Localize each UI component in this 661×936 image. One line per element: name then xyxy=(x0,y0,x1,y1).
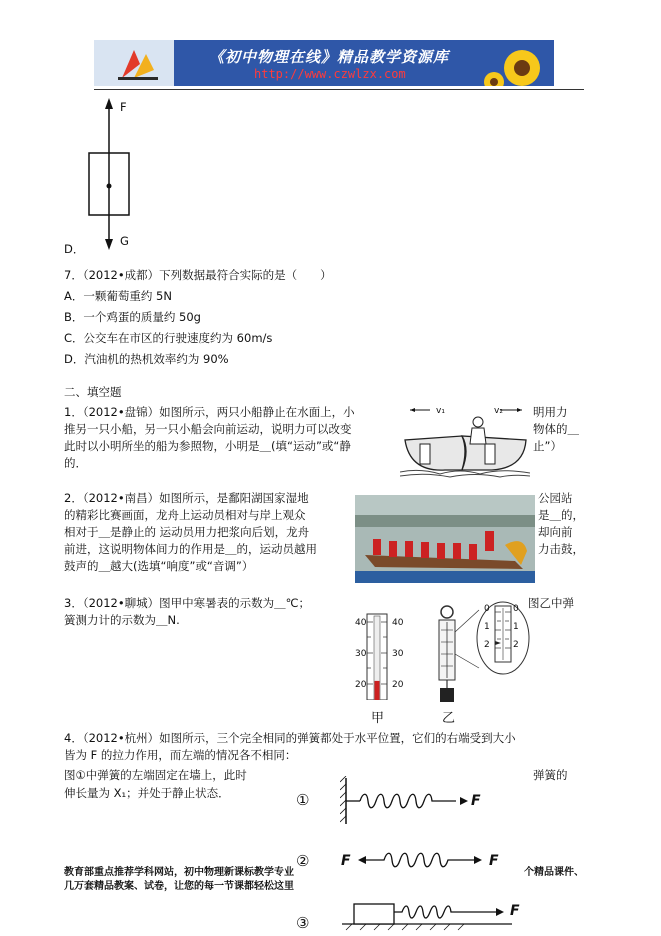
force-label-f: F xyxy=(120,100,127,114)
spring-tick-left-2: 2 xyxy=(484,640,490,650)
q2-right-4: 力击鼓， xyxy=(538,542,584,556)
q7-option-a: A．一颗葡萄重约 5N xyxy=(64,289,172,303)
q2-line-5: 鼓声的＿越大(选填“响度”或“音调”） xyxy=(64,559,254,573)
q3-line-2: 簧测力计的示数为＿N. xyxy=(64,613,180,627)
q1-v2-label: v₂ xyxy=(494,406,503,416)
banner-url: http://www.czwlzx.com xyxy=(254,67,406,81)
header-banner xyxy=(94,40,554,86)
q2-right-2: 是＿的， xyxy=(538,508,584,522)
force-label-g: G xyxy=(120,234,129,248)
footer-right-1: 个精品课件、 xyxy=(524,867,584,878)
q4-line-3: 图①中弹簧的左端固定在墙上，此时 xyxy=(64,768,247,782)
spring-tick-right-2: 2 xyxy=(513,640,519,650)
boats-illustration xyxy=(400,400,530,478)
thermo-tick-right-40: 40 xyxy=(392,618,404,628)
footer-line-2: 几万套精品教案、试卷，让您的每一节课都轻松这里 xyxy=(64,881,294,892)
fig-2-label: ② xyxy=(296,852,310,870)
q1-line-3: 此时以小明所坐的船为参照物，小明是＿(填“运动”或“静 xyxy=(64,439,351,453)
caption-yi: 乙 xyxy=(442,711,456,726)
q1-right-2: 物体的＿ xyxy=(533,422,579,436)
spring-figure-3 xyxy=(336,898,516,936)
fig-2-force-left: F xyxy=(341,853,351,869)
q1-line-2: 推另一只小船，另一只小船会向前运动，说明力可以改变 xyxy=(64,422,352,436)
fig-1-force: F xyxy=(471,793,481,809)
q2-line-4: 前进，这说明物体间力的作用是＿的，运动员越用 xyxy=(64,542,317,556)
q2-right-3: 却向前 xyxy=(538,525,573,539)
thermo-tick-right-30: 30 xyxy=(392,649,404,659)
q2-line-3: 相对于＿是静止的 运动员用力把浆向后划，龙舟 xyxy=(64,525,310,539)
q4-line-1: 4．（2012•杭州）如图所示，三个完全相同的弹簧都处于水平位置，它们的右端受到大小 xyxy=(64,731,516,745)
q1-line-1: 1．（2012•盘锦）如图所示，两只小船静止在水面上，小 xyxy=(64,405,355,419)
q2-right-1: 公园站 xyxy=(538,491,573,505)
fig-3-force: F xyxy=(510,903,520,919)
q1-right-3: 止”） xyxy=(533,439,562,453)
fig-1-label: ① xyxy=(296,791,310,809)
section-title: 二、填空题 xyxy=(64,385,122,399)
force-diagram xyxy=(80,95,150,255)
q4-line-4: 伸长量为 X₁；并处于静止状态． xyxy=(64,786,230,800)
banner-title: 《初中物理在线》精品教学资源库 xyxy=(209,48,450,66)
thermo-tick-left-30: 30 xyxy=(355,649,367,659)
fig-2-force-right: F xyxy=(489,853,499,869)
dragon-boat-photo xyxy=(355,495,535,583)
option-d-label: D． xyxy=(64,242,85,256)
q7-stem: 7．（2012•成都）下列数据最符合实际的是（ ） xyxy=(64,268,332,282)
q7-option-c: C．公交车在市区的行驶速度约为 60m/s xyxy=(64,331,273,345)
spring-tick-left-0: 0 xyxy=(484,604,490,614)
thermo-tick-left-40: 40 xyxy=(355,618,367,628)
footer-line-1: 教育部重点推荐学科网站，初中物理新课标教学专业 xyxy=(64,867,294,878)
q7-option-d: D．汽油机的热机效率约为 90% xyxy=(64,352,229,366)
q2-line-1: 2．（2012•南昌）如图所示，是鄱阳湖国家湿地 xyxy=(64,491,309,505)
spring-tick-right-0: 0 xyxy=(513,604,519,614)
spring-tick-right-1: 1 xyxy=(513,622,519,632)
spring-scale-figure xyxy=(425,600,535,708)
thermo-tick-right-20: 20 xyxy=(392,680,404,690)
q7-option-b: B．一个鸡蛋的质量约 50g xyxy=(64,310,201,324)
fig-3-label: ③ xyxy=(296,914,310,932)
spring-figure-1 xyxy=(340,776,490,826)
header-rule xyxy=(94,89,584,90)
thermo-tick-left-20: 20 xyxy=(355,680,367,690)
q3-line-1: 3．（2012•聊城）图甲中寒暑表的示数为＿℃； xyxy=(64,596,311,610)
q1-right-1: 明用力 xyxy=(533,405,568,419)
q4-right-3: 弹簧的 xyxy=(533,768,568,782)
q1-v1-label: v₁ xyxy=(436,406,445,416)
spring-tick-left-1: 1 xyxy=(484,622,490,632)
spring-figure-2 xyxy=(356,846,486,876)
caption-jia: 甲 xyxy=(371,711,385,726)
q2-line-2: 的精彩比赛画面，龙舟上运动员相对与岸上观众 xyxy=(64,508,306,522)
q1-line-4: 的． xyxy=(64,456,87,470)
thermometer-liquid xyxy=(375,681,380,700)
q3-right-1: 图乙中弹 xyxy=(528,596,574,610)
q4-line-2: 皆为 F 的拉力作用，而左端的情况各不相同： xyxy=(64,748,297,762)
